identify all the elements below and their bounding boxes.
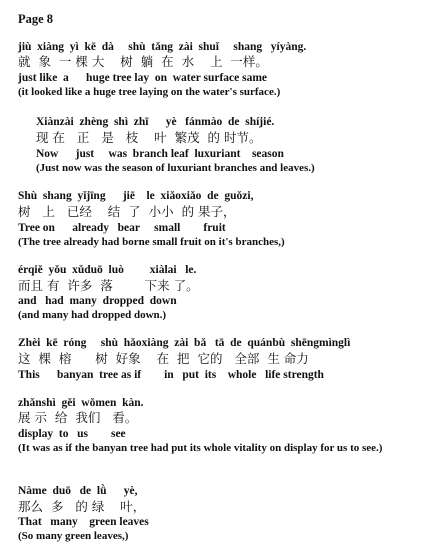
pinyin-line: Shù shang yǐjīng jiē le xiǎoxiǎo de guǒzi, — [18, 190, 254, 202]
hanzi-line: 树 上 已经 结 了 小小 的 果子， — [18, 204, 236, 219]
translation-line: (It was as if the banyan tree had put its whole vitality on display for us to see.) — [18, 442, 383, 454]
pinyin-line: Xiànzài zhèng shì zhī yè fánmào de shíjié. — [36, 116, 275, 128]
pinyin-line: jiù xiàng yì kē dà shù tǎng zài shuǐ shang yíyàng. — [18, 41, 307, 53]
hanzi-line: 而且 有 许多 落 下来 了。 — [18, 278, 199, 293]
hanzi-line: 就 象 一 棵 大 树 躺 在 水 上 一样。 — [18, 54, 268, 69]
english-gloss-line: display to us see — [18, 428, 126, 440]
hanzi-line: 这 棵 榕 树 好象 在 把 它的 全部 生 命力 — [18, 351, 309, 366]
english-gloss-line: Now just was branch leaf luxuriant season — [36, 148, 284, 160]
hanzi-line: 现 在 正 是 枝 叶 繁茂 的 时节。 — [36, 130, 262, 145]
pinyin-line: érqiě yǒu xǔduō luò xiàlai le. — [18, 264, 197, 276]
english-gloss-line: just like a huge tree lay on water surface same — [18, 72, 268, 84]
hanzi-line: 展 示 给 我们 看。 — [18, 410, 138, 425]
translation-line: (The tree already had borne small fruit on it's branches,) — [18, 236, 285, 248]
english-gloss-line: This banyan tree as if in put its whole life strength — [18, 369, 324, 381]
translation-line: (Just now was the season of luxuriant branches and leaves.) — [36, 162, 315, 174]
pinyin-line: Zhèi kē róng shù hǎoxiàng zài bǎ tā de quánbù shēngmìnglì — [18, 337, 351, 349]
translation-line: (it looked like a huge tree laying on the water's surface.) — [18, 86, 281, 98]
translation-line: (So many green leaves,) — [18, 530, 129, 542]
pinyin-line: zhǎnshì gěi wǒmen kàn. — [18, 397, 144, 409]
english-gloss-line: and had many dropped down — [18, 295, 177, 307]
english-gloss-line: That many green leaves — [18, 516, 149, 528]
english-gloss-line: Tree on already bear small fruit — [18, 222, 226, 234]
pinyin-line: Nàme duō de lǜ yè, — [18, 485, 138, 497]
translation-line: (and many had dropped down.) — [18, 309, 167, 321]
page-number: Page 8 — [18, 12, 54, 26]
hanzi-line: 那么 多 的 绿 叶， — [18, 499, 146, 514]
